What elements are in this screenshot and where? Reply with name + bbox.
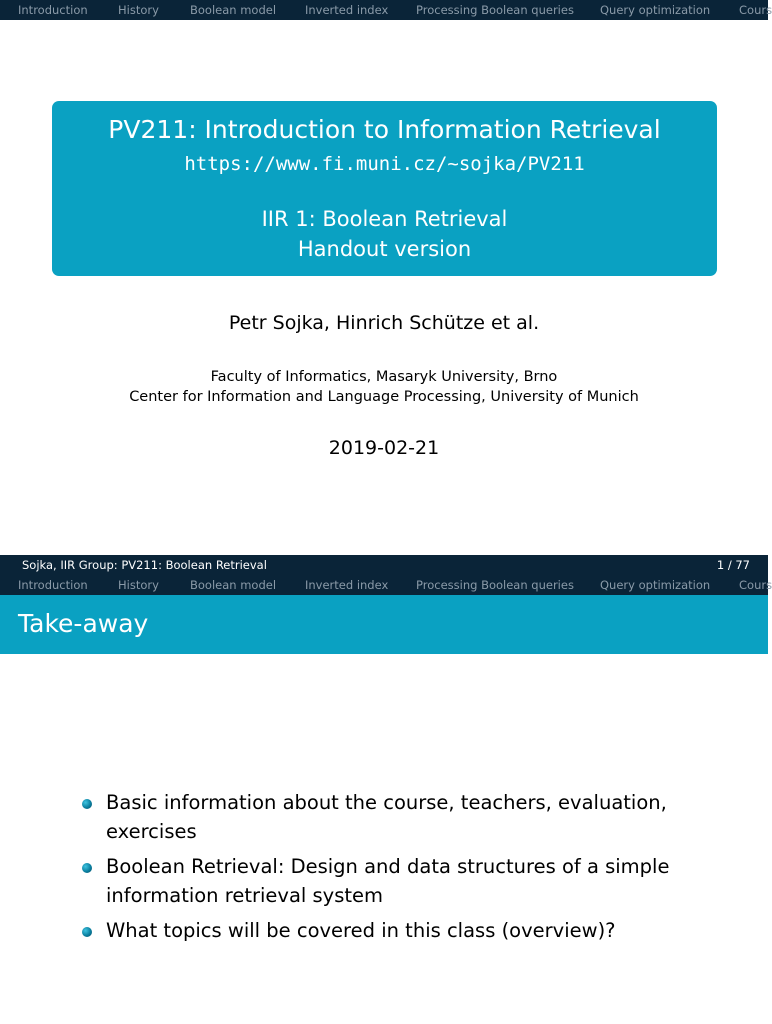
nav-item-query-optimization[interactable]: Query optimization [600, 578, 711, 592]
institution-line-2: Center for Information and Language Processing, University of Munich [129, 389, 639, 405]
nav-item-introduction[interactable]: Introduction [18, 3, 88, 17]
nav-item-introduction[interactable]: Introduction [18, 578, 88, 592]
nav-item-history[interactable]: History [118, 3, 159, 17]
nav-item-course[interactable]: Cours [739, 578, 772, 592]
page-number: 1 / 77 [716, 558, 750, 572]
bullet-text: Boolean Retrieval: Design and data structures of a simple information retrieval system [106, 855, 670, 907]
nav-item-processing-boolean-queries[interactable]: Processing Boolean queries [416, 3, 574, 17]
bullet-text: Basic information about the course, teachers, evaluation, exercises [106, 791, 667, 843]
frame-title: Take-away [18, 609, 149, 638]
nav-item-inverted-index[interactable]: Inverted index [305, 578, 389, 592]
list-item [82, 916, 722, 945]
list-item [82, 788, 722, 846]
presentation-title: PV211: Introduction to Information Retrieval [108, 115, 661, 144]
nav-item-boolean-model[interactable]: Boolean model [190, 578, 277, 592]
bullet-icon [82, 799, 92, 809]
bullet-text: What topics will be covered in this class (overview)? [106, 919, 616, 942]
list-item [82, 852, 722, 910]
nav-item-course[interactable]: Cours [739, 3, 772, 17]
top-navigation-bar-2 [0, 575, 772, 595]
takeaway-list [82, 788, 722, 951]
version-subtitle: Handout version [297, 237, 472, 261]
nav-item-processing-boolean-queries[interactable]: Processing Boolean queries [416, 578, 574, 592]
top-navigation-bar [0, 0, 772, 20]
institution-line-1: Faculty of Informatics, Masaryk University, Brno [210, 369, 558, 385]
lecture-subtitle: IIR 1: Boolean Retrieval [261, 207, 508, 231]
presentation-date: 2019-02-21 [328, 437, 440, 459]
bullet-icon [82, 863, 92, 873]
frame-title-bar [0, 595, 768, 654]
title-block [52, 101, 717, 276]
footer-author-title: Sojka, IIR Group: PV211: Boolean Retrieval [22, 558, 267, 572]
nav-item-inverted-index[interactable]: Inverted index [305, 3, 389, 17]
nav-item-query-optimization[interactable]: Query optimization [600, 3, 711, 17]
authors: Petr Sojka, Hinrich Schütze et al. [228, 312, 540, 334]
nav-item-history[interactable]: History [118, 578, 159, 592]
course-url[interactable]: https://www.fi.muni.cz/~sojka/PV211 [184, 153, 585, 175]
nav-item-boolean-model[interactable]: Boolean model [190, 3, 277, 17]
bullet-icon [82, 927, 92, 937]
slide-footer [0, 555, 768, 575]
